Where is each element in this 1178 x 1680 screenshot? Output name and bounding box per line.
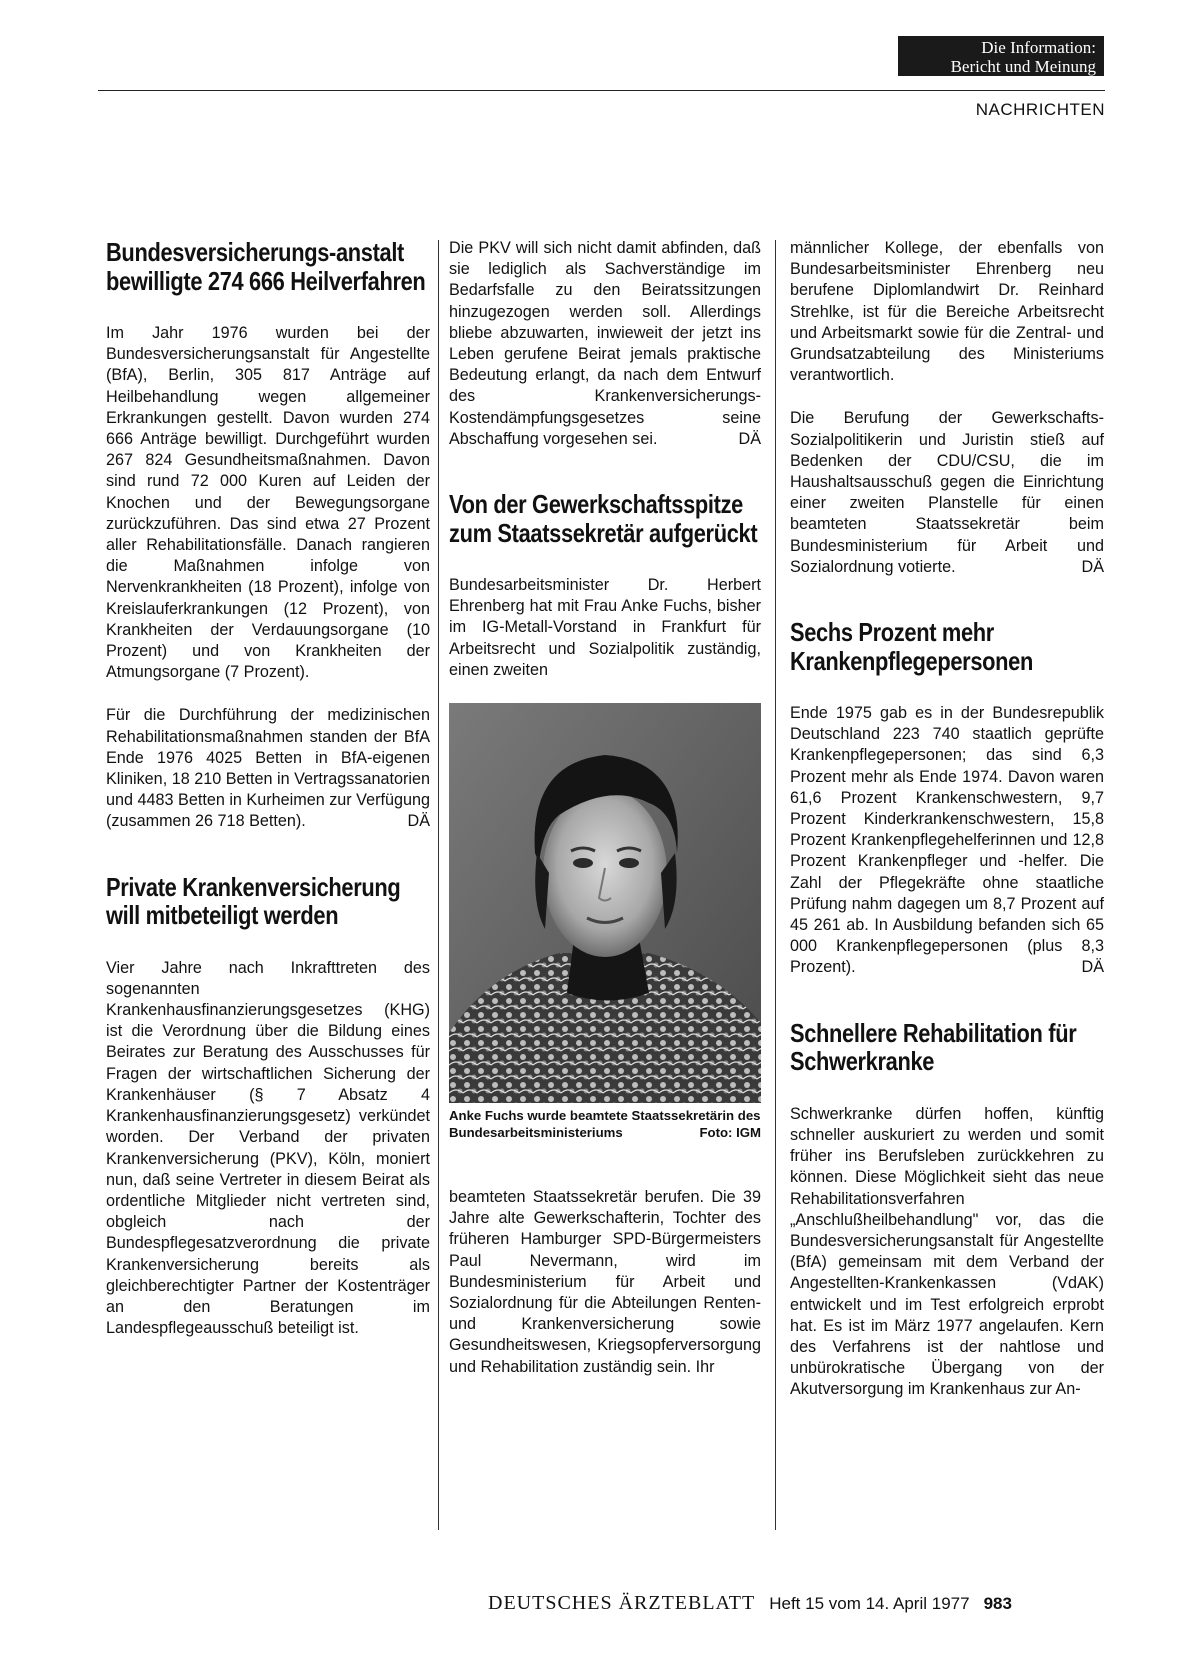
photo-caption: Anke Fuchs wurde beamtete Staatssekretärin des Bundesarbeitsministeriums Foto: IGM xyxy=(449,1108,761,1141)
article-paragraph: Für die Durchführung der medizinischen Rehabilitationsmaßnahmen standen der BfA Ende 1976 4025 Betten in BfA-eigenen Kliniken, 18 210 Betten in Vertragssanatorien und 4483 Betten in Kurheimen zur Verfügung (zusammen 26 718 Betten). DÄ xyxy=(106,705,430,832)
portrait-photo xyxy=(449,703,761,1103)
badge-line-1: Die Information: xyxy=(981,38,1096,57)
magazine-name: DEUTSCHES ÄRZTEBLATT xyxy=(488,1592,756,1614)
badge-line-2: Bericht und Meinung xyxy=(950,57,1096,76)
article-paragraph: Die PKV will sich nicht damit abfinden, daß sie lediglich als Sachverständige im Bedarfsfalle zu den Beiratssitzungen hinzugezogen werden soll. Allerdings bliebe abzuwarten, inwieweit der jetzt ins Leben gerufene Beirat jemals praktische Bedeutung erlangt, da nach dem Entwurf des Krankenversicherungs-Kostendämpfungsgesetzes seine Abschaffung vorgesehen sei. DÄ xyxy=(449,238,761,450)
article-paragraph: Vier Jahre nach Inkrafttreten des sogenannten Krankenhausfinanzierungsgesetzes (KHG) ist die Verordnung über die Bildung eines Beirates zur Beratung des Ausschusses für Fragen der wirtschaftlichen Sicherung der Krankenhäuser (§ 7 Absatz 4 Krankenhausfinanzierungsgesetz) verkündet worden. Der Verband der privaten Krankenversicherung (PKV), Köln, moniert nun, daß seine Vertreter in diesem Beirat als ordentliche Mitglieder nicht vertreten sind, obgleich nach der Bundespflegesatzverordnung die private Krankenversicherung bereits als gleichberechtigter Partner der Kostenträger an den Beratungen im Landespflegeausschuß beteiligt ist. xyxy=(106,958,430,1338)
article-paragraph: Im Jahr 1976 wurden bei der Bundesversicherungsanstalt für Angestellte (BfA), Berlin, 305 817 Anträge auf Heilbehandlung wegen allgemeiner Erkrankungen gestellt. Davon wurden 274 666 Anträge bewilligt. Durchgeführt wurden 267 824 Gesundheitsmaßnahmen. Davon sind rund 72 000 Kuren auf Leiden der Knochen und der Bewegungsorgane zurückzuführen. Das sind etwa 27 Prozent aller Rehabilitationsfälle. Danach rangieren die Maßnahmen infolge von Nervenkrankheiten (18 Prozent), infolge von Kreislauferkrankungen (12 Prozent), von Krankheiten der Verdauungsorgane (10 Prozent) und von Krankheiten der Atmungsorgane (7 Prozent). xyxy=(106,324,430,682)
article-headline: Von der Gewerkschaftsspitze zum Staatssekretär aufgerückt xyxy=(449,489,758,548)
article-paragraph: Schwerkranke dürfen hoffen, künftig schneller auskuriert zu werden und somit früher ins Berufsleben zurückkehren zu können. Diese Möglichkeit sieht das neue Rehabilitationsverfahren „Anschlußheilbehandlung" vor, das die Bundesversicherungsanstalt für Angestellte (BfA) gemeinsam mit dem Verband der Angestellten-Krankenkassen (VdAK) entwickelt und im Test erfolgreich erprobt hat. Es ist im März 1977 angelaufen. Kern des Verfahrens ist der nahtlose und unbürokratische Übergang von der Akutversorgung im Krankenhaus zur An- xyxy=(790,1104,1104,1399)
author-signature: DÄ xyxy=(1081,557,1104,576)
section-label: NACHRICHTEN xyxy=(975,100,1105,119)
page-footer xyxy=(488,1592,1012,1615)
article-headline: Schnellere Rehabilitation für Schwerkranke xyxy=(790,1017,1077,1077)
author-signature: DÄ xyxy=(407,812,430,831)
author-signature: DÄ xyxy=(1081,958,1104,977)
article-paragraph: Die Berufung der Gewerkschafts-Sozialpolitikerin und Juristin stieß auf Bedenken der CDU/CSU, die im Haushaltsausschuß gegen die Einrichtung einer zweiten Planstelle für einen beamteten Staatssekretär beim Bundesministerium für Arbeit und Sozialordnung votierte. DÄ xyxy=(790,408,1104,578)
article-paragraph: beamteten Staatssekretär berufen. Die 39 Jahre alte Gewerkschafterin, Tochter des früheren Hamburger SPD-Bürgermeisters Paul Nevermann, wird im Bundesministerium für Arbeit und Sozialordnung für die Abteilungen Renten- und Krankenversicherung sowie Gesundheitswesen, Kriegsopferversorgung und Rehabilitation zuständig sein. Ihr xyxy=(449,1188,761,1376)
column-3 xyxy=(790,238,1104,1401)
article-paragraph: Ende 1975 gab es in der Bundesrepublik Deutschland 223 740 staatlich geprüfte Krankenpflegepersonen; das sind 6,3 Prozent mehr als Ende 1974. Davon waren 61,6 Prozent Krankenschwestern, 9,7 Prozent Kinderkrankenschwestern, 15,8 Prozent Krankenpflegehelferinnen und 12,8 Prozent Krankenpfleger und -helfer. Die Zahl der Pflegekräfte ohne staatliche Prüfung nahm dagegen um 8,7 Prozent auf 45 261 ab. In Ausbildung befanden sich 65 000 Krankenpflegepersonen (plus 8,3 Prozent). DÄ xyxy=(790,703,1104,979)
photo-credit: Foto: IGM xyxy=(699,1125,761,1141)
column-divider xyxy=(775,240,776,1530)
author-signature: DÄ xyxy=(738,429,761,448)
article-headline: Bundesversicherungs-anstalt bewilligte 274 666 Heilverfahren xyxy=(106,237,426,296)
article-paragraph: männlicher Kollege, der ebenfalls von Bundesarbeitsminister Ehrenberg neu berufene Diplomlandwirt Dr. Reinhard Strehlke, ist für die Bereiche Arbeitsrecht und Arbeitsmarkt sowie für die Zentral- und Grundsatzabteilung des Ministeriums verantwortlich. xyxy=(790,239,1104,385)
page-number: 983 xyxy=(983,1594,1012,1613)
column-divider xyxy=(438,240,439,1530)
column-2 xyxy=(449,238,761,1378)
issue-info: Heft 15 vom 14. April 1977 xyxy=(769,1594,970,1613)
article-headline: Sechs Prozent mehr Krankenpflegepersonen xyxy=(790,617,1033,676)
header-rule xyxy=(98,90,1105,91)
column-1 xyxy=(106,238,430,1339)
article-headline: Private Krankenversicherung will mitbeteiligt werden xyxy=(106,871,401,931)
article-paragraph: Bundesarbeitsminister Dr. Herbert Ehrenberg hat mit Frau Anke Fuchs, bisher im IG-Metall-Vorstand in Frankfurt für Arbeitsrecht und Sozialpolitik zuständig, einen zweiten xyxy=(449,576,761,679)
section-badge xyxy=(898,36,1104,76)
